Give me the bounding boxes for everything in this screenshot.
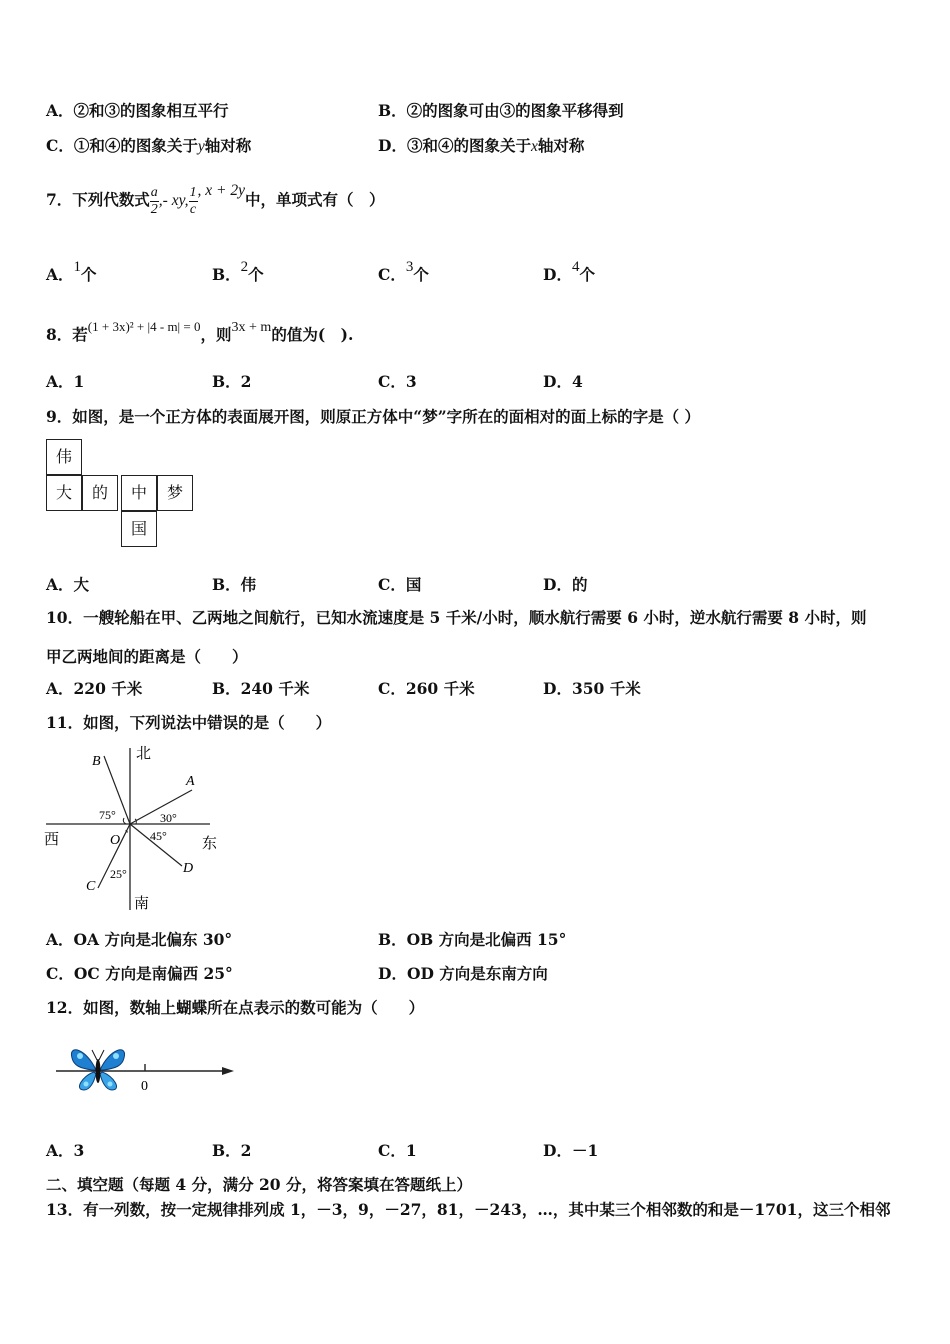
net-cell-zhong: 中 bbox=[121, 475, 157, 511]
net-cell-de: 的 bbox=[82, 475, 118, 511]
label-angle-75: 75° bbox=[99, 808, 116, 822]
q6-option-b: B．②的图象可由③的图象平移得到 bbox=[378, 101, 624, 120]
q8-expression: 3x + m bbox=[231, 320, 272, 335]
q9-option-a: A．大 bbox=[46, 575, 90, 594]
q11-option-c: C．OC 方向是南偏西 25° bbox=[46, 964, 233, 983]
label-angle-30: 30° bbox=[160, 811, 177, 825]
q10-option-b: B．240 千米 bbox=[212, 679, 310, 698]
q12-option-c: C．1 bbox=[378, 1141, 417, 1160]
q8-option-d: D．4 bbox=[543, 372, 583, 391]
label-point-d: D bbox=[183, 861, 194, 876]
q12-stem: 12．如图，数轴上蝴蝶所在点表示的数可能为（ ） bbox=[46, 998, 425, 1017]
label-angle-25: 25° bbox=[110, 867, 127, 881]
number-line-figure bbox=[52, 1040, 242, 1100]
q13-stem: 13．有一列数，按一定规律排列成 1，－3，9，－27，81，－243，…，其中某三个相邻数的和是－1701，这三个相邻 bbox=[46, 1200, 891, 1219]
q8-option-b: B．2 bbox=[212, 372, 252, 391]
q8-stem: 8．若$^{(1 + 3x)^2 + |4 - m| = 0}$，则3x + m的值为( ). bbox=[46, 319, 354, 344]
q9-stem: 9．如图，是一个正方体的表面展开图，则原正方体中“梦”字所在的面相对的面上标的字是（ ） bbox=[46, 407, 701, 426]
label-point-a: A bbox=[186, 774, 195, 789]
label-angle-45: 45° bbox=[150, 829, 167, 843]
q8-equation: (1 + 3x)² + |4 - m| = 0 bbox=[87, 319, 201, 334]
q9-option-d: D．的 bbox=[543, 575, 588, 594]
label-south: 南 bbox=[134, 896, 150, 912]
q10-option-d: D．350 千米 bbox=[543, 679, 641, 698]
q8-option-c: C．3 bbox=[378, 372, 417, 391]
q7-option-b: B．2个 bbox=[212, 259, 264, 284]
q10-option-c: C．260 千米 bbox=[378, 679, 475, 698]
q12-option-b: B．2 bbox=[212, 1141, 252, 1160]
net-cell-da: 大 bbox=[46, 475, 82, 511]
q11-option-d: D．OD 方向是东南方向 bbox=[378, 964, 548, 983]
q12-option-a: A．3 bbox=[46, 1141, 85, 1160]
q9-option-b: B．伟 bbox=[212, 575, 257, 594]
q7-fraction-a-over-2: $\frac{a}{2}$ bbox=[150, 184, 158, 217]
q11-stem: 11．如图，下列说法中错误的是（ ） bbox=[46, 713, 332, 732]
q7-stem: 7．下列代数式 $\frac{a}{2}$ ,- xy, $\frac{1}{c}$ , x + 2y中，单项式有（ ） bbox=[46, 182, 385, 217]
label-point-b: B bbox=[92, 754, 101, 769]
label-north: 北 bbox=[136, 746, 152, 762]
q12-option-d: D．－1 bbox=[543, 1141, 599, 1160]
net-cell-meng: 梦 bbox=[157, 475, 193, 511]
q7-option-d: D．4个 bbox=[543, 259, 595, 284]
q6-option-a: A．②和③的图象相互平行 bbox=[46, 101, 229, 120]
q6-option-d: D．③和④的图象关于x轴对称 bbox=[378, 136, 585, 155]
q11-option-b: B．OB 方向是北偏西 15° bbox=[378, 930, 567, 949]
q6-option-c: C．①和④的图象关于y轴对称 bbox=[46, 136, 252, 155]
number-line-arrowhead bbox=[222, 1067, 234, 1075]
net-cell-guo: 国 bbox=[121, 511, 157, 547]
zero-label: 0 bbox=[141, 1079, 148, 1094]
angle-arc-75 bbox=[123, 818, 126, 824]
label-origin-o: O bbox=[110, 833, 121, 848]
compass-direction-figure bbox=[40, 740, 230, 915]
q10-stem-line1: 10．一艘轮船在甲、乙两地之间航行，已知水流速度是 5 千米/小时，顺水航行需要 6 小时，逆水航行需要 8 小时，则 bbox=[46, 608, 867, 627]
q7-option-c: C．3个 bbox=[378, 259, 429, 284]
q10-stem-line2: 甲乙两地间的距离是（ ） bbox=[46, 647, 248, 666]
q11-option-a: A．OA 方向是北偏东 30° bbox=[46, 930, 233, 949]
q7-option-a: A．1个 bbox=[46, 259, 97, 284]
label-west: 西 bbox=[44, 832, 60, 848]
q7-fraction-1-over-c: $\frac{1}{c}$ bbox=[189, 184, 197, 217]
q10-option-a: A．220 千米 bbox=[46, 679, 143, 698]
net-cell-wei: 伟 bbox=[46, 439, 82, 475]
butterfly-icon bbox=[71, 1050, 124, 1090]
section-fill-in-heading: 二、填空题（每题 4 分，满分 20 分，将答案填在答题纸上） bbox=[46, 1175, 472, 1194]
label-point-c: C bbox=[86, 879, 96, 894]
q9-option-c: C．国 bbox=[378, 575, 422, 594]
label-east: 东 bbox=[202, 836, 218, 852]
q8-option-a: A．1 bbox=[46, 372, 85, 391]
